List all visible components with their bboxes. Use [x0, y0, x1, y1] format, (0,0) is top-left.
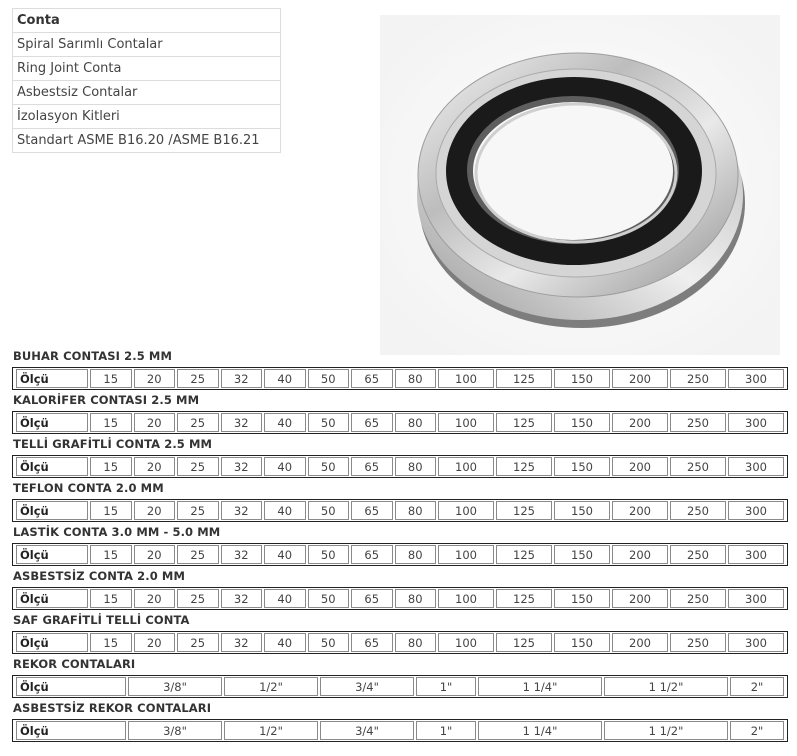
size-cell: 125 [496, 413, 552, 432]
size-cell: 15 [90, 457, 132, 476]
size-cell: 2" [730, 721, 784, 740]
size-cell: 250 [670, 501, 726, 520]
size-cell: 50 [308, 633, 350, 652]
size-cell: 20 [134, 589, 176, 608]
section-title-kalorifer: KALORİFER CONTASI 2.5 MM [13, 393, 200, 407]
size-cell: 125 [496, 369, 552, 388]
size-cell: 40 [264, 633, 306, 652]
size-cell: 300 [728, 413, 784, 432]
size-cell: 20 [134, 501, 176, 520]
size-label: Ölçü [16, 501, 88, 520]
size-cell: 125 [496, 457, 552, 476]
size-cell: 250 [670, 457, 726, 476]
size-cell: 20 [134, 633, 176, 652]
size-cell: 65 [351, 413, 393, 432]
size-cell: 65 [351, 589, 393, 608]
size-cell: 150 [554, 413, 610, 432]
size-cell: 1/2" [224, 721, 318, 740]
size-cell: 250 [670, 633, 726, 652]
size-cell: 15 [90, 369, 132, 388]
size-cell: 25 [177, 633, 219, 652]
size-cell: 200 [612, 413, 668, 432]
size-table-lastik [12, 543, 788, 566]
size-cell: 32 [221, 545, 263, 564]
size-cell: 20 [134, 457, 176, 476]
size-cell: 300 [728, 633, 784, 652]
size-cell: 65 [351, 457, 393, 476]
size-cell: 40 [264, 589, 306, 608]
size-cell: 100 [438, 589, 494, 608]
size-cell: 25 [177, 545, 219, 564]
size-cell: 100 [438, 633, 494, 652]
size-table-asbestsiz [12, 587, 788, 610]
section-title-teflon: TEFLON CONTA 2.0 MM [13, 481, 164, 495]
size-cell: 15 [90, 545, 132, 564]
size-cell: 150 [554, 501, 610, 520]
size-label: Ölçü [16, 589, 88, 608]
size-cell: 3/4" [320, 677, 414, 696]
size-cell: 80 [395, 589, 437, 608]
size-cell: 50 [308, 545, 350, 564]
size-cell: 150 [554, 457, 610, 476]
size-cell: 250 [670, 369, 726, 388]
menu-title: Conta [13, 9, 281, 33]
size-cell: 15 [90, 633, 132, 652]
size-cell: 20 [134, 413, 176, 432]
size-cell: 80 [395, 501, 437, 520]
size-cell: 125 [496, 545, 552, 564]
menu-item-izolasyon[interactable]: İzolasyon Kitleri [13, 105, 281, 129]
size-cell: 250 [670, 413, 726, 432]
size-table-rekor [12, 675, 788, 698]
size-cell: 40 [264, 545, 306, 564]
size-cell: 40 [264, 457, 306, 476]
size-cell: 150 [554, 589, 610, 608]
size-cell: 50 [308, 413, 350, 432]
size-cell: 50 [308, 501, 350, 520]
size-table-kalorifer [12, 411, 788, 434]
section-title-asbestsiz-rekor: ASBESTSİZ REKOR CONTALARI [13, 701, 212, 715]
size-cell: 1 1/4" [478, 677, 602, 696]
size-cell: 100 [438, 369, 494, 388]
size-cell: 32 [221, 369, 263, 388]
size-cell: 125 [496, 501, 552, 520]
size-cell: 32 [221, 457, 263, 476]
size-cell: 15 [90, 589, 132, 608]
section-title-telli-grafitli: TELLİ GRAFİTLİ CONTA 2.5 MM [13, 437, 213, 451]
size-table-asbestsiz-rekor [12, 719, 788, 742]
size-cell: 200 [612, 501, 668, 520]
size-table-saf-grafitli [12, 631, 788, 654]
menu-item-asbestsiz[interactable]: Asbestsiz Contalar [13, 81, 281, 105]
size-cell: 50 [308, 457, 350, 476]
size-cell: 65 [351, 633, 393, 652]
size-cell: 32 [221, 633, 263, 652]
size-cell: 3/8" [128, 677, 222, 696]
size-cell: 200 [612, 545, 668, 564]
size-cell: 20 [134, 545, 176, 564]
size-label: Ölçü [16, 413, 88, 432]
size-cell: 25 [177, 501, 219, 520]
size-cell: 300 [728, 501, 784, 520]
section-title-rekor: REKOR CONTALARI [13, 657, 136, 671]
size-cell: 300 [728, 457, 784, 476]
size-cell: 2" [730, 677, 784, 696]
size-cell: 50 [308, 589, 350, 608]
size-cell: 65 [351, 545, 393, 564]
size-cell: 80 [395, 545, 437, 564]
size-label: Ölçü [16, 677, 126, 696]
size-cell: 300 [728, 589, 784, 608]
size-cell: 25 [177, 369, 219, 388]
section-title-lastik: LASTİK CONTA 3.0 MM - 5.0 MM [13, 525, 221, 539]
size-cell: 40 [264, 413, 306, 432]
size-cell: 1/2" [224, 677, 318, 696]
size-cell: 25 [177, 413, 219, 432]
conta-menu [12, 8, 281, 153]
size-cell: 25 [177, 589, 219, 608]
size-cell: 200 [612, 633, 668, 652]
size-cell: 150 [554, 633, 610, 652]
section-title-buhar: BUHAR CONTASI 2.5 MM [13, 349, 173, 363]
size-cell: 125 [496, 633, 552, 652]
size-table-telli-grafitli [12, 455, 788, 478]
size-cell: 1 1/2" [604, 721, 728, 740]
size-cell: 150 [554, 545, 610, 564]
size-cell: 15 [90, 501, 132, 520]
size-cell: 65 [351, 369, 393, 388]
size-label: Ölçü [16, 721, 126, 740]
section-title-asbestsiz: ASBESTSİZ CONTA 2.0 MM [13, 569, 185, 583]
size-cell: 15 [90, 413, 132, 432]
size-cell: 100 [438, 457, 494, 476]
menu-item-standart[interactable]: Standart ASME B16.20 /ASME B16.21 [13, 129, 281, 153]
size-cell: 65 [351, 501, 393, 520]
size-cell: 32 [221, 589, 263, 608]
size-cell: 300 [728, 545, 784, 564]
section-title-saf-grafitli: SAF GRAFİTLİ TELLİ CONTA [13, 613, 190, 627]
size-cell: 200 [612, 369, 668, 388]
size-cell: 32 [221, 501, 263, 520]
size-cell: 125 [496, 589, 552, 608]
size-cell: 80 [395, 633, 437, 652]
size-cell: 80 [395, 369, 437, 388]
size-cell: 32 [221, 413, 263, 432]
size-label: Ölçü [16, 369, 88, 388]
size-cell: 150 [554, 369, 610, 388]
size-cell: 300 [728, 369, 784, 388]
size-cell: 100 [438, 413, 494, 432]
size-label: Ölçü [16, 545, 88, 564]
gasket-ring-image [380, 15, 780, 355]
size-cell: 1" [416, 721, 476, 740]
size-cell: 3/8" [128, 721, 222, 740]
size-cell: 250 [670, 545, 726, 564]
size-cell: 40 [264, 369, 306, 388]
size-cell: 80 [395, 457, 437, 476]
size-cell: 20 [134, 369, 176, 388]
size-cell: 80 [395, 413, 437, 432]
size-cell: 250 [670, 589, 726, 608]
size-cell: 50 [308, 369, 350, 388]
size-cell: 100 [438, 545, 494, 564]
size-label: Ölçü [16, 457, 88, 476]
size-cell: 1 1/4" [478, 721, 602, 740]
size-cell: 1 1/2" [604, 677, 728, 696]
menu-item-ring-joint[interactable]: Ring Joint Conta [13, 57, 281, 81]
size-table-buhar [12, 367, 788, 390]
size-cell: 200 [612, 457, 668, 476]
size-cell: 1" [416, 677, 476, 696]
size-cell: 25 [177, 457, 219, 476]
size-cell: 3/4" [320, 721, 414, 740]
gasket-ring-illustration [380, 15, 780, 355]
size-table-teflon [12, 499, 788, 522]
size-cell: 100 [438, 501, 494, 520]
size-label: Ölçü [16, 633, 88, 652]
size-cell: 40 [264, 501, 306, 520]
menu-item-spiral[interactable]: Spiral Sarımlı Contalar [13, 33, 281, 57]
size-cell: 200 [612, 589, 668, 608]
